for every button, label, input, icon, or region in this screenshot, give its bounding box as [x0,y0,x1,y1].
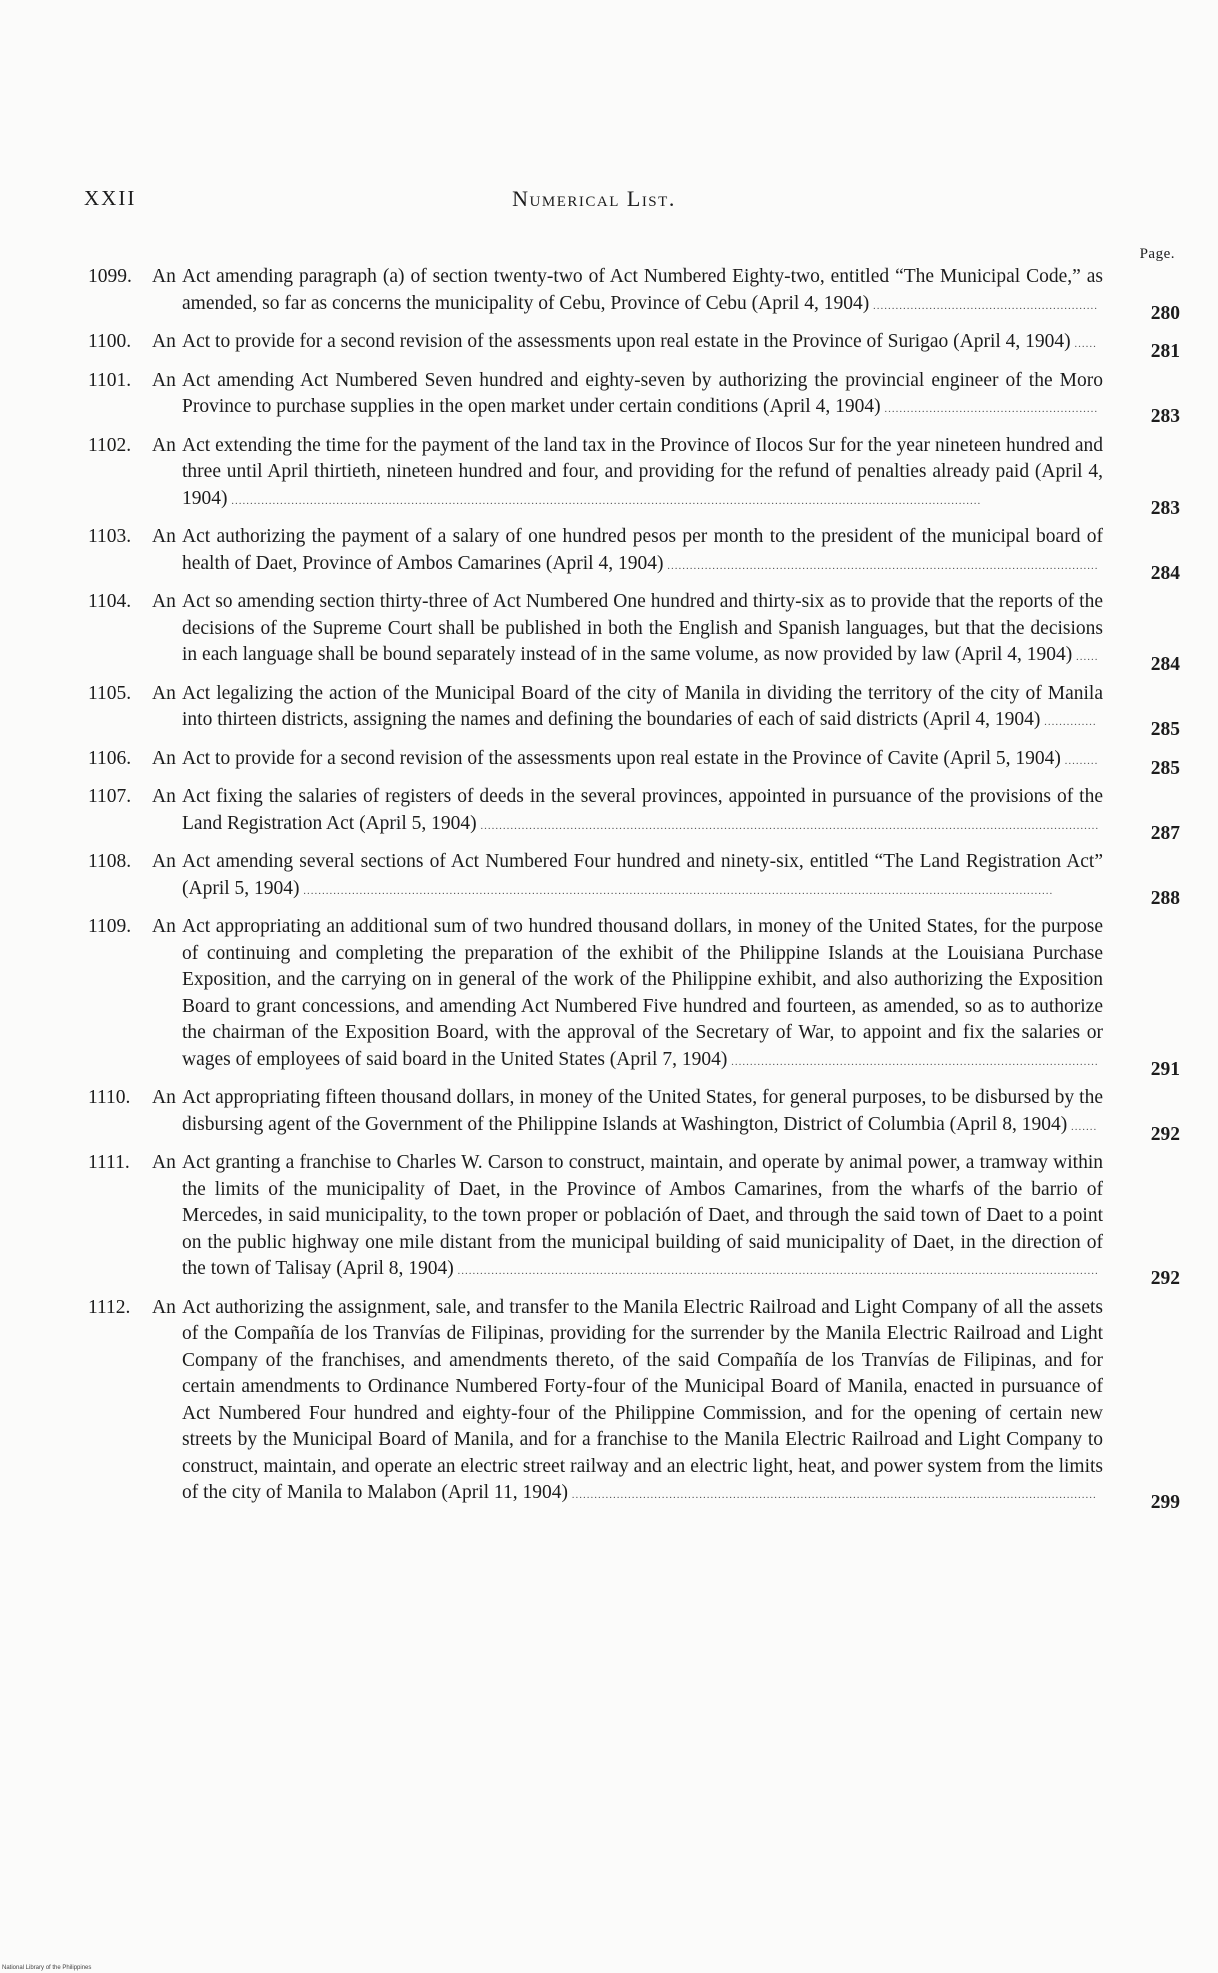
entry-prefix: An [152,851,176,872]
page-number: 280 [1150,302,1180,324]
entry-body [88,1295,1103,1509]
entry-prefix: An [152,434,176,456]
act-number: 1104. [88,591,132,612]
act-title: Act legalizing the action of the Municipal Board of the city of Manila in dividing the territory of the city of Manila into thirteen districts, assigning the names and defining the boundaries of each of said districts (April 4, 1904) [182,682,1103,730]
dot-leader: ............................................................ [869,299,1098,312]
dot-leader: ....... [1067,1120,1098,1133]
list-item [88,524,1180,584]
dot-leader: ........................................................................................................................................................................... [453,1265,1099,1277]
list-item [88,1150,1180,1289]
dot-leader: ......................................................... [880,403,1099,415]
entry-prefix: An [152,591,176,612]
page-number: 287 [1150,822,1180,844]
list-item [88,784,1180,844]
entry-body [88,264,1103,319]
page-number: 284 [1150,562,1180,584]
entry-body [88,746,1103,775]
act-title: Act fixing the salaries of registers of deeds in the several provinces, appointed in pursuance of the provisions of the Land Registration Act (April 5, 1904) [182,786,1103,834]
list-item [88,1295,1180,1513]
page-number: 292 [1150,1268,1180,1289]
act-number: 1106. [88,747,132,769]
entry-prefix: An [152,1296,176,1318]
page-number: 292 [1150,1123,1180,1145]
act-title: Act amending paragraph (a) of section twenty-two of Act Numbered Eighty-two, entitled “The Municipal Code,” as amended, so far as concerns the municipality of Cebu, Province of Cebu (April 4, 1904) [182,266,1103,314]
entry-body [88,329,1103,358]
dot-leader: .................................................................................................. [727,1055,1099,1068]
dot-leader: ............................................................................................................................................ [567,1489,1097,1501]
entry-body [88,914,1103,1075]
act-title: Act to provide for a second revision of the assessments upon real estate in the Province of Cavite (April 5, 1904) [182,747,1061,769]
entry-body [88,784,1103,839]
entry-prefix: An [152,747,176,769]
list-item [88,746,1180,779]
act-title: Act amending Act Numbered Seven hundred and eighty-seven by authorizing the provincial engineer of the Moro Province to purchase supplies in the open market under certain conditions (April 4, 1904) [182,369,1103,417]
entry-prefix: An [152,1152,176,1173]
entry-body [88,433,1103,515]
act-title: Act extending the time for the payment of the land tax in the Province of Ilocos Sur for the year nineteen hundred and three until April thirtieth, nineteen hundred and four, and providing for the refund of penalties already paid (April 4, 1904) [182,434,1103,509]
entry-prefix: An [152,786,176,807]
list-item [88,914,1180,1080]
act-title: Act so amending section thirty-three of Act Numbered One hundred and thirty-six as to provide that the reports of the decisions of the Supreme Court shall be published in both the English and Spanish languages, but that the decisions in each language shall be bound separately instead of in the same volume, as now provided by law (April 4, 1904) [182,591,1103,665]
page-column-label: Page. [1139,246,1175,262]
act-title: Act amending several sections of Act Numbered Four hundred and ninety-six, entitled “The Land Registration Act” (April 5, 1904) [182,851,1103,899]
page-number: 285 [1150,719,1180,740]
entry-body [88,681,1103,736]
entry-body [88,1085,1103,1140]
act-number: 1101. [88,369,132,391]
footer-note: National Library of the Philippines [2,1965,92,1971]
list-item [88,849,1180,909]
act-title: Act appropriating fifteen thousand dollars, in money of the United States, for general purposes, to be disbursed by the disbursing agent of the Government of the Philippine Islands at Washington, District of Columbia (April 8, 1904) [182,1087,1103,1135]
act-title: Act to provide for a second revision of the assessments upon real estate in the Province of Surigao (April 4, 1904) [182,331,1071,352]
list-item [88,329,1180,362]
entry-body [88,524,1103,579]
act-number: 1102. [88,434,132,456]
act-title: Act appropriating an additional sum of two hundred thousand dollars, in money of the United States, for the purpose of continuing and completing the preparation of the exhibit of the Philippine Islands at the Louisiana Purchase Exposition, and the carrying on in general of the work of the Philippine exhibit, and also authorizing the Exposition Board to grant concessions, and amending Act Numbered Five hundred and fourteen, as amended, so as to authorize the chairman of the Exposition Board, with the approval of the Secretary of War, to appoint and fix the salaries or wages of employees of said board in the United States (April 7, 1904) [182,916,1103,1070]
list-item [88,681,1180,740]
act-number: 1108. [88,851,132,872]
act-title: Act authorizing the payment of a salary of one hundred pesos per month to the president of the municipal board of health of Daet, Province of Ambos Camarines (April 4, 1904) [182,526,1103,574]
list-item [88,1085,1180,1145]
entry-prefix: An [152,526,176,547]
dot-leader: ...... [1070,338,1097,350]
dot-leader: ........................................................................................................................................................................................................ [299,884,1054,897]
entry-prefix: An [152,266,176,287]
act-number: 1103. [88,526,132,547]
dot-leader: ......... [1060,754,1099,767]
list-item [88,368,1180,427]
running-head [84,186,1104,216]
entry-prefix: An [152,331,176,352]
dot-leader: ...... [1072,651,1099,663]
page-folio: XXII [84,186,137,210]
page-number: 283 [1150,497,1180,519]
act-title: Act granting a franchise to Charles W. Carson to construct, maintain, and operate by animal power, a tramway within the limits of the municipality of Daet, in the Province of Ambos Camarines, from the wharfs of the barrio of Mercedes, in said municipality, to the town proper or población of Daet, and through the said town of Daet to a point on the public highway one mile distant from the municipal building of said municipality of Daet, in the direction of the town of Talisay (April 8, 1904) [182,1152,1103,1279]
page-number: 284 [1150,654,1180,675]
act-title: Act authorizing the assignment, sale, and transfer to the Manila Electric Railroad and Light Company of all the assets of the Compañía de los Tranvías de Filipinas, providing for the surrender by the Manila Electric Railroad and Light Company of the franchises, and amendments thereto, of the said Compañía de los Tranvías de Filipinas, and for certain amendments to Ordinance Numbered Forty-four of the Municipal Board of Manila, enacted in pursuance of Act Numbered Four hundred and eighty-four of the Philippine Commission, and for the opening of certain new streets by the Municipal Board of Manila, and for a franchise to the Manila Electric Railroad and Light Company to construct, maintain, and operate an electric street railway and an electric light, heat, and power system from the limits of the city of Manila to Malabon (April 11, 1904) [182,1296,1103,1503]
list-item [88,433,1180,519]
act-number: 1109. [88,916,132,937]
act-number: 1112. [88,1296,131,1318]
entry-body [88,589,1103,671]
page-number: 281 [1150,341,1180,362]
entry-body [88,849,1103,904]
page-number: 299 [1150,1492,1180,1513]
act-number: 1105. [88,682,132,704]
entry-body [88,368,1103,423]
dot-leader: ..................................................................................................................................................................... [476,819,1100,832]
dot-leader: ........................................................................................................................................................................................................ [227,494,982,507]
entry-prefix: An [152,916,176,937]
entry-body [88,1150,1103,1285]
page-title: Numerical List. [512,186,676,211]
act-number: 1099. [88,266,132,287]
dot-leader: .............. [1040,716,1097,728]
page-number: 285 [1150,757,1180,779]
page-number: 283 [1150,406,1180,427]
entry-prefix: An [152,1087,176,1108]
entry-prefix: An [152,369,176,391]
dot-leader: ................................................................................................................... [663,559,1099,572]
act-number: 1100. [88,331,132,352]
entry-prefix: An [152,682,176,704]
numerical-list [88,264,1180,1519]
page-number: 288 [1150,887,1180,909]
list-item [88,589,1180,675]
act-number: 1107. [88,786,132,807]
act-number: 1110. [88,1087,131,1108]
act-number: 1111. [88,1152,130,1173]
list-item [88,264,1180,324]
page-number: 291 [1150,1058,1180,1080]
